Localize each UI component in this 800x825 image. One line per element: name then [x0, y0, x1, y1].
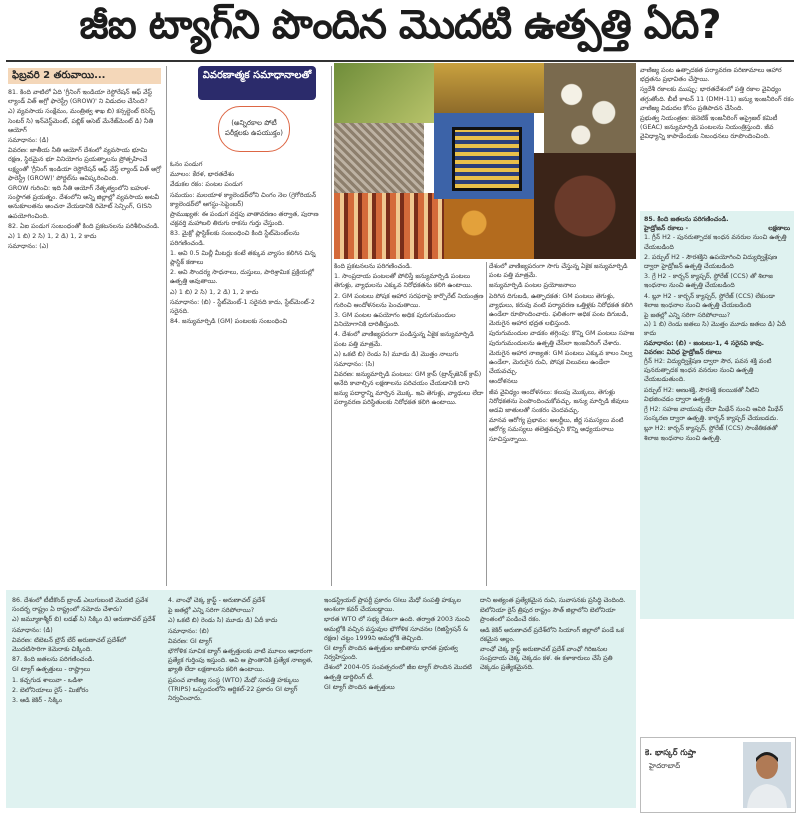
textile-pattern: [452, 127, 522, 191]
collage-tile-spice: [434, 63, 544, 113]
text-paragraph: ఆందోళనలు: [489, 378, 518, 386]
collage-tile-fabric: [334, 193, 444, 259]
text-paragraph: 2. అవి సౌందర్య సాధనాలు, దుస్తులు, పారిశ్రామిక ప్రక్రియల్లో ఉత్పత్తి అవుతాయి.: [170, 269, 314, 286]
headline-rule: [6, 60, 794, 62]
text-paragraph: 1. కచ్చగుడ శాలువా - ఒడిశా: [12, 676, 83, 684]
text-paragraph: సమాధానం: (బి) - స్టేట్‌మెంట్-1 సరైనది కాదు, స్టేట్‌మెంట్-2 సరైనది.: [170, 298, 315, 316]
box-85-answer: సమాధానం: (బి) - జంటలు-1, 4 సరైనవి కావు.: [644, 339, 765, 347]
text-paragraph: వివరణ: జాతీయ నీతి ఆయోగ్ దేశంలో వ్యవసాయ భూమి రక్షణ, స్థిరమైన భూ వినియోగం ప్రయత్నాలను ప్రోత్సహించే లక్ష్యంతో 'గ్రీనింగ్ ఇండియా రెస్టోరేషన్ ఆఫ్ వేస్ట్ ల్యాండ్ విత్ అగ్రో ఫారెస్ట్రీ (GROW)' పోర్టల్‌ను ఆవిష్కరించింది.: [8, 147, 162, 182]
text-paragraph: స్వదేశీ రకాలకు ముప్పు: భారతదేశంలో పత్తి రకాల వైవిధ్యం తగ్గుతోంది. బీటీ కాటన్ 11 (DMH-11) జన్యు ఇంజనీరింగ్ రకం వాణిజ్య విడుదల కోసం ప్రతిపాదన చేసింది.: [640, 86, 794, 112]
text-paragraph: GI ట్యాగ్ పొందిన ఉత్పత్తులు: [324, 683, 395, 691]
text-paragraph: కింది ప్రకటనలను పరిగణించండి.: [334, 263, 412, 270]
text-paragraph: పెరిగిన దిగుబడి, ఉత్పాదకత: GM పంటలు తెగుళ్లు, వ్యాధులు, కరువు వంటి పర్యావరణ ఒత్తిళ్లకు నిరోధకత కలిగి ఉండేలా రూపొందించారు. ఫలితంగా అధిక పంట దిగుబడి, మెరుగైన ఆహార భద్రత లభిస్తుంది.: [489, 292, 633, 328]
text-paragraph: పురుగుమందుల వాడకం తగ్గింపు: కొన్ని GM పంటలు సహజ పురుగుమందులను ఉత్పత్తి చేసేలా ఇంజనీరింగ్ చేశారు.: [489, 330, 635, 347]
badge-title: వివరణాత్మక సమాధానాలతో: [198, 66, 316, 100]
text-paragraph: ప్రభుత్వ నియంత్రణ: జెనెటిక్ ఇంజనీరింగ్ అప్రైజల్ కమిటీ (GEAC) జన్యుమార్పిడి పంటలను నియంత్రిస్తుంది. జీవ వైవిధ్యాన్ని కాపాడేందుకు నిబంధనలు రూపొందించింది.: [640, 115, 778, 141]
text-paragraph: వాణిజ్య పంట ఉత్పాదకత పర్యావరణ పరిణామాలు ఆహార భద్రతను ప్రభావితం చేస్తాయి.: [640, 67, 782, 84]
text-paragraph: 84. జన్యుమార్పిడి (GM) పంటలకు సంబంధించి: [170, 318, 288, 326]
text-paragraph: 3. ఆడి కెకిర్ - సిక్కిం: [12, 697, 63, 705]
column-divider: [486, 262, 487, 586]
box-85-title: 85. కింది జతలను పరిగణించండి.: [644, 216, 729, 223]
column-4: [489, 262, 636, 586]
author-photo: [743, 742, 791, 808]
text-paragraph: జీవ వైవిధ్యం ఆందోళనలు: కలుపు మొక్కలు, తెగుళ్లు నిరోధకతను పెంపొందించుకోవచ్చు. జన్యు మార్పిడి జీవులు అడవి జాతులతో సంకరం చెందవచ్చు.: [489, 388, 629, 415]
text-paragraph: 2. GM పంటలు పోషక ఆహార సరఫరాపై కార్పొరేట్ నియంత్రణ గురించి ఆందోళనలను పెంచుతాయి.: [334, 292, 484, 309]
bottom-col-2: [168, 596, 316, 802]
text-paragraph: సమాధానం: (బి): [168, 627, 209, 635]
text-paragraph: గ్రే H2: సహజ వాయువు లేదా మీథేన్ నుంచి ఆవిరి మీథేన్ సంస్కరణ ద్వారా ఉత్పత్తి. కార్బన్ క్యాప్చర్ చేయబడదు.: [644, 406, 784, 423]
answer-badge: [198, 66, 316, 156]
text-paragraph: మెరుగైన ఆహార నాణ్యత: GM పంటలు ఎక్కువ కాలం నిల్వ ఉండేలా, మెరుగైన రుచి, పోషక విలువలు ఉండేలా చేయవచ్చు.: [489, 349, 633, 376]
column-1: [8, 88, 163, 586]
box-85-header: [644, 224, 790, 233]
text-paragraph: 81. కింది వాటిలో ఏది 'గ్రీనింగ్ ఇండియా రెస్టోరేషన్ ఆఫ్ వేస్ట్ ల్యాండ్ విత్ అగ్రో ఫారెస్ట్రీ (GROW)' ని విడుదల చేసింది?: [8, 89, 152, 106]
produce-collage: [334, 63, 636, 259]
box-85-explain: [644, 357, 790, 443]
text-paragraph: ప్రాముఖ్యత: ఈ పండుగ వర్షపు వాతావరణం తర్వాత, పురాణ చక్రవర్తి మహాబలి తిరుగు రాకను గుర్తు చేస్తుంది.: [170, 211, 319, 228]
box-85-col-right: లక్షణాలు: [768, 225, 790, 233]
collage-tile-greens: [334, 63, 434, 123]
text-paragraph: బెలోనియా రైస్ త్రిపుర రాష్ట్రం సౌత్ జిల్లాలోని బెలోనియా ప్రాంతంలో పండించే రకం.: [480, 607, 616, 624]
date-tag: ఫిబ్రవరి 2 తరువాయి...: [8, 68, 161, 84]
collage-tile-textile: [434, 113, 534, 199]
text-paragraph: పర్పుల్ H2: అణుశక్తి, సౌరశక్తి కలయికతో నీటిని విభజించడం ద్వారా ఉత్పత్తి.: [644, 386, 760, 403]
text-paragraph: సమాధానం: (డి): [12, 626, 53, 634]
bottom-col-4: [480, 596, 630, 802]
text-paragraph: GI ట్యాగ్ ఉత్పత్తులు - రాష్ట్రాలు: [12, 666, 91, 674]
text-paragraph: ఎ) 1 బి) 2 సి) 1, 2 డి) 1, 2 కాదు: [8, 233, 97, 241]
text-paragraph: వివరణ: జన్యుమార్పిడి పంటలు: GM క్రాప్ (ట్రాన్స్‌జెనిక్ క్రాప్) అనేది కావాల్సిన లక్షణాలను పరిచయం చేయడానికి దాని జన్యు పదార్థాన్ని మార్చిన మొక్క. ఇవి తెగుళ్లు, వ్యాధులు లేదా పర్యావరణ పరిస్థితులకు నిరోధకత కలిగి ఉంటాయి.: [334, 371, 484, 406]
box-85-options: ఎ) 1 బి) రెండు జతలు సి) మొత్తం మూడు జతలు డి) ఏదీ కాదు: [644, 321, 786, 338]
text-paragraph: 4. బ్లూ H2 - కార్బన్ క్యాప్చర్, స్టోరేజ్ (CCS) లేకుండా శిలాజ ఇంధనాల నుంచి ఉత్పత్తి చేయబడింది: [644, 292, 775, 309]
text-paragraph: ఎ) 1 బి) 2 సి) 1, 2 డి) 1, 2 కాదు: [170, 288, 259, 296]
author-name: కె. భాస్కర్ గుప్తా: [645, 748, 696, 757]
author-portrait-icon: [743, 742, 791, 808]
text-paragraph: ఎ) ఒకటి బి) రెండు సి) మూడు డి) ఏదీ కాదు: [168, 617, 278, 625]
text-paragraph: సమాధానం: (డి): [8, 137, 49, 145]
text-paragraph: 2. పర్పుల్ H2 - సౌరశక్తిని ఉపయోగించి విద్యుద్విశ్లేషణ ద్వారా హైడ్రోజన్ ఉత్పత్తి చేయబడింది: [644, 253, 778, 271]
text-paragraph: 4. వాంఛో చెక్క క్రాఫ్ట్ - అరుణాచల్ ప్రదేశ్: [168, 597, 265, 604]
column-divider: [166, 66, 167, 586]
text-paragraph: ఎ) ఒకటి బి) రెండు సి) మూడు డి) మొత్తం నాలుగు: [334, 350, 459, 358]
text-paragraph: 1. సాంప్రదాయ పంటలతో పోలిస్తే జన్యుమార్పిడి పంటలు తెగుళ్లు, వ్యాధులను ఎక్కువ నిరోధకతను కలిగి ఉంటాయి.: [334, 273, 473, 290]
text-paragraph: 2. బెలోనియాలు రైస్ - మిజోరం: [12, 686, 89, 694]
box-85-explain-head: వివరణ: వివిధ హైడ్రోజన్ రకాలు: [644, 348, 722, 356]
column-divider: [331, 66, 332, 586]
text-paragraph: గ్రీన్ H2: విద్యుద్విశ్లేషణ ద్వారా సౌర, పవన శక్తి వంటి పునరుత్పాదక ఇంధన వనరుల నుంచి ఉత్పత్తి చేయబడుతుంది.: [644, 358, 772, 384]
collage-tile-eggs: [544, 63, 636, 153]
text-paragraph: దాని అత్యంత ప్రత్యేకమైన రుచి, సువాసనకు ప్రసిద్ధి చెందింది.: [480, 597, 626, 604]
text-paragraph: పై జతల్లో ఎన్ని సరిగా సరిపోలాయి?: [168, 607, 255, 615]
text-paragraph: ఇండస్ట్రియల్ ప్రాపర్టీ ప్రకారం GIలు మేధో సంపత్తి హక్కుల అంశంగా కవర్ చేయబడ్డాయి.: [324, 597, 461, 614]
bottom-col-3: [324, 596, 472, 802]
badge-note: (అన్నిరకాల పోటీ పరీక్షలకు ఉపయుక్తం): [218, 106, 290, 152]
text-paragraph: బ్లూ H2: కార్బన్ క్యాప్చర్, స్టోరేజ్ (CCS) సాంకేతికతతో శిలాజ ఇంధనాల నుంచి ఉత్పత్తి.: [644, 425, 778, 442]
text-paragraph: ఎ) వ్యవసాయ సంక్షేమం, మంత్రిత్వ శాఖ బి) కన్సల్టెంట్ రిసెర్చ్ సెంటర్ సి) ఇన్‌వెస్ట్‌మెంట్, పబ్లిక్ అసెట్ మేనేజ్‌మెంట్ డి) నీతి ఆయోగ్: [8, 108, 156, 134]
text-paragraph: దేశంలో 2004-05 సంవత్సరంలో జీఐ ట్యాగ్ పొందిన మొదటి ఉత్పత్తి డార్జిలింగ్ టీ.: [324, 664, 472, 681]
text-paragraph: వాంఛో చెక్క క్రాఫ్ట్ అరుణాచల్ ప్రదేశ్ వాంఛో గిరిజనుల సంప్రదాయ చెక్క చెక్కడం కళ. ఈ కళాకారులు చేసే ప్రతి చెక్కడం ప్రత్యేకమైనది.: [480, 646, 613, 672]
text-paragraph: ఓనం పండుగ: [170, 161, 203, 168]
text-paragraph: మానవ ఆరోగ్య ప్రభావం: అలర్జీలు, జీర్ణ సమస్యలు వంటి ఆరోగ్య సమస్యలు తలెత్తవచ్చని కొన్ని అధ్యయనాలు సూచిస్తున్నాయి.: [489, 417, 624, 443]
collage-tile-grains: [334, 123, 424, 193]
text-paragraph: 87. కింది జతలను పరిగణించండి.: [12, 656, 95, 664]
text-paragraph: సమాధానం: (సి): [334, 361, 375, 369]
text-paragraph: వివరణ: టిబెటన్ బ్రౌన్ బేర్ అరుణాచల్ ప్రదేశ్‌లో మొదటిసారిగా కెమెరాకు చిక్కింది.: [12, 636, 127, 654]
text-paragraph: 86. దేశంలో టీటీకొంద్ బ్రాండ్ ఎలుగుబంటి మొదటి ప్రవేశ సందర్భ రాష్ట్రం ఏ రాష్ట్రంలో నమోదు చేశారు?: [12, 597, 148, 614]
text-paragraph: ఆడి కెకిర్ అరుణాచల్ ప్రదేశ్‌లోని సియాంగ్ జిల్లాలో పండే ఒక రకమైన అల్లం.: [480, 626, 624, 643]
text-paragraph: 1. అవి 0.5 మిల్లీ మీటర్లు కంటే తక్కువ వ్యాసం కలిగిన చిన్న ప్లాస్టిక్ కణాలు: [170, 249, 316, 267]
text-paragraph: 83. మైక్రో ప్లాస్టిక్‌లకు సంబంధించి కింది స్టేట్‌మెంట్‌లను పరిగణించండి.: [170, 230, 300, 247]
text-paragraph: 4. దేశంలో వాణిజ్యపరంగా పండిస్తున్న ఏకైక జన్యుమార్పిడి పంట పత్తి మాత్రమే.: [334, 331, 474, 348]
text-paragraph: ప్రపంచ వాణిజ్య సంస్థ (WTO) మేధో సంపత్తి హక్కులు (TRIPS) ఒప్పందంలోని ఆర్టికల్-22 ప్రకారం GI ట్యాగ్ నిర్వచించారు.: [168, 676, 299, 703]
box-85-col-left: హైడ్రోజన్ రకాలు -: [644, 225, 689, 233]
column-2: [170, 160, 330, 586]
box-85-items: [644, 233, 790, 310]
collage-tile-sweets: [444, 199, 544, 259]
text-paragraph: 3. గ్రే H2 - కార్బన్ క్యాప్చర్, స్టోరేజ్ (CCS) తో శిలాజ ఇంధనాల నుంచి ఉత్పత్తి చేయబడింది: [644, 273, 773, 290]
collage-tile-dark: [534, 153, 636, 259]
headline: జీఐ ట్యాగ్‌ని పొందిన మొదటి ఉత్పత్తి ఏది?: [79, 2, 721, 48]
text-paragraph: GI ట్యాగ్ పొందిన ఉత్పత్తుల జాబితాను భారత ప్రభుత్వ నిర్వహిస్తుంది.: [324, 645, 458, 662]
text-paragraph: సమయం: మలయాళ క్యాలెండర్‌లోని చింగం నెల (గ్రెగోరియన్ క్యాలెండర్‌లో ఆగస్టు-సెప్టెంబర్): [170, 191, 317, 208]
bottom-questions-box: [6, 590, 636, 808]
text-paragraph: వివరణ: GI ట్యాగ్: [168, 637, 213, 645]
text-paragraph: భారత WTO లో సభ్య దేశంగా ఉంది. తర్వాత 2003 నుంచి అమల్లోకి వచ్చిన వస్తువుల భౌగోళిక సూచనల (రిజిస్ట్రేషన్ & రక్షణ) చట్టం 1999ని అమల్లోకి తెచ్చింది.: [324, 616, 470, 642]
text-paragraph: 1. గ్రీన్ H2 - పునరుత్పాదక ఇంధన వనరుల నుంచి ఉత్పత్తి చేయబడింది: [644, 234, 787, 251]
text-paragraph: 3. GM పంటల ఉపయోగం అధిక పురుగుమందుల వినియోగానికి దారితీస్తుంది.: [334, 312, 456, 329]
author-city: హైదరాబాద్: [649, 762, 681, 770]
text-paragraph: భౌగోళిక సూచిక ట్యాగ్ ఉత్పత్తులకు వాటి మూలం ఆధారంగా ప్రత్యేక గుర్తింపు ఇస్తుంది. అవి ఆ ప్రాంతానికి ప్రత్యేక నాణ్యత, ఖ్యాతి లేదా లక్షణాలను కలిగి ఉంటాయి.: [168, 648, 313, 674]
text-paragraph: GROW గురించి: ఇది నీతి ఆయోగ్ నేతృత్వంలోని బహుళ-సంస్థాగత ప్రయత్నం. దేశంలోని అన్ని జిల్లాల్లో వ్యవసాయ అటవీ అనుకూలతను అంచనా వేయడానికి రిమోట్ సెన్సింగ్, GISని ఉపయోగించింది.: [8, 185, 160, 220]
text-paragraph: మూలం: కేరళ, భారతదేశం: [170, 171, 235, 179]
box-85-question: పై జతల్లో ఎన్ని సరిగా సరిపోలాయి?: [644, 312, 731, 320]
column-5: [640, 66, 794, 208]
author-byline: [640, 737, 796, 813]
bottom-col-1: [12, 596, 160, 802]
column-3: [334, 262, 484, 586]
text-paragraph: జన్యుమార్పిడి పంటల ప్రయోజనాలు: [489, 282, 576, 290]
text-paragraph: సమాధానం: (ఎ): [8, 243, 49, 251]
text-paragraph: ఎ) జమ్మూకాశ్మీర్ బి) లడఖ్ సి) సిక్కిం డి) అరుణాచల్ ప్రదేశ్: [12, 616, 156, 624]
text-paragraph: దేశంలో వాణిజ్యపరంగా సాగు చేస్తున్న ఏకైక జన్యుమార్పిడి పంట పత్తి మాత్రమే.: [489, 263, 628, 280]
text-paragraph: 82. ఏఐ పండుగ సంబంధంతో కింది ప్రకటనలను పరిశీలించండి.: [8, 222, 160, 230]
question-85-box: [640, 211, 794, 619]
text-paragraph: వేడుకల రకం: పంటల పండుగ: [170, 181, 243, 189]
